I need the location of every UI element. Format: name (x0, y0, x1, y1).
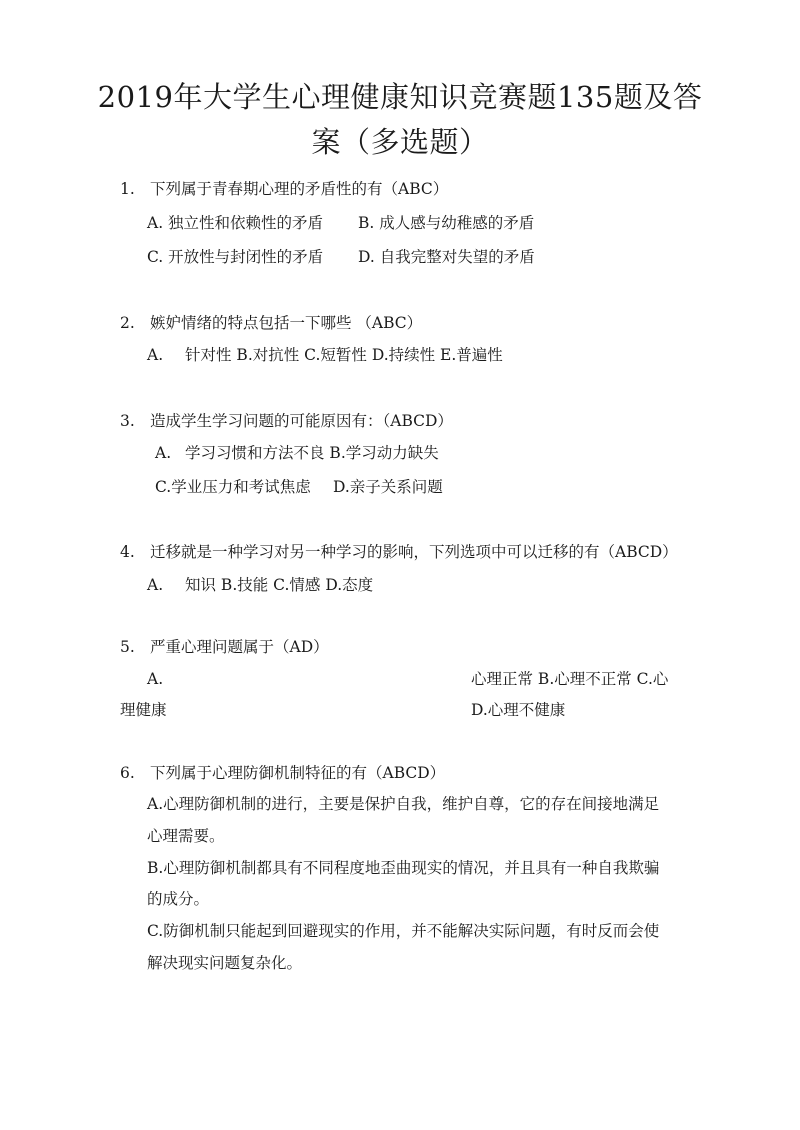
question-1-text: 下列属于青春期心理的矛盾性的有（ABC） (150, 180, 449, 198)
question-3-options-ab: 学习习惯和方法不良 B.学习动力缺失 (185, 444, 439, 462)
question-6-option-c-line-1: C.防御机制只能起到回避现实的作用，并不能解决实际问题，有时反而会使 (147, 922, 660, 940)
question-6-text: 下列属于心理防御机制特征的有（ABCD） (150, 764, 446, 782)
question-6-number: 6. (120, 764, 135, 782)
question-5-option-a-label: A. (147, 670, 164, 688)
question-4-options: 知识 B.技能 C.情感 D.态度 (185, 576, 374, 594)
question-5-option-d: D.心理不健康 (471, 701, 566, 719)
page-title-line-2: 案（多选题） (311, 125, 489, 159)
question-3-option-d: D.亲子关系问题 (333, 478, 443, 496)
question-5-options-wrap-left: 理健康 (120, 701, 167, 719)
question-2-text: 嫉妒情绪的特点包括一下哪些 （ABC） (150, 314, 423, 332)
question-1-option-d: D. 自我完整对失望的矛盾 (358, 248, 535, 266)
question-3-text: 造成学生学习问题的可能原因有：（ABCD） (150, 412, 453, 430)
question-6-option-b-line-1: B.心理防御机制都具有不同程度地歪曲现实的情况，并且具有一种自我欺骗 (147, 859, 660, 877)
question-6-option-b-line-2: 的成分。 (147, 890, 210, 908)
question-4-text: 迁移就是一种学习对另一种学习的影响，下列选项中可以迁移的有（ABCD） (150, 543, 678, 561)
question-5-text: 严重心理问题属于（AD） (150, 638, 329, 656)
question-2-option-a-label: A. (147, 346, 164, 364)
question-1-option-c: C. 开放性与封闭性的矛盾 (147, 248, 324, 266)
page-title-line-1: 2019年大学生心理健康知识竞赛题135题及答 (97, 80, 703, 114)
question-1-number: 1. (120, 180, 135, 198)
question-2-options: 针对性 B.对抗性 C.短暂性 D.持续性 E.普遍性 (185, 346, 503, 364)
question-6-option-a-line-1: A.心理防御机制的进行，主要是保护自我，维护自尊，它的存在间接地满足 (147, 795, 660, 813)
question-3-option-a-label: A. (155, 444, 172, 462)
question-4-number: 4. (120, 543, 135, 561)
question-2-number: 2. (120, 314, 135, 332)
question-6-option-c-line-2: 解决现实问题复杂化。 (147, 954, 303, 972)
question-4-option-a-label: A. (147, 576, 164, 594)
question-3-number: 3. (120, 412, 135, 430)
question-5-options-right: 心理正常 B.心理不正常 C.心 (471, 670, 669, 688)
question-1-option-a: A. 独立性和依赖性的矛盾 (147, 214, 324, 232)
question-6-option-a-line-2: 心理需要。 (147, 827, 225, 845)
question-1-option-b: B. 成人感与幼稚感的矛盾 (358, 214, 535, 232)
question-3-option-c: C.学业压力和考试焦虑 (155, 478, 311, 496)
question-5-number: 5. (120, 638, 135, 656)
